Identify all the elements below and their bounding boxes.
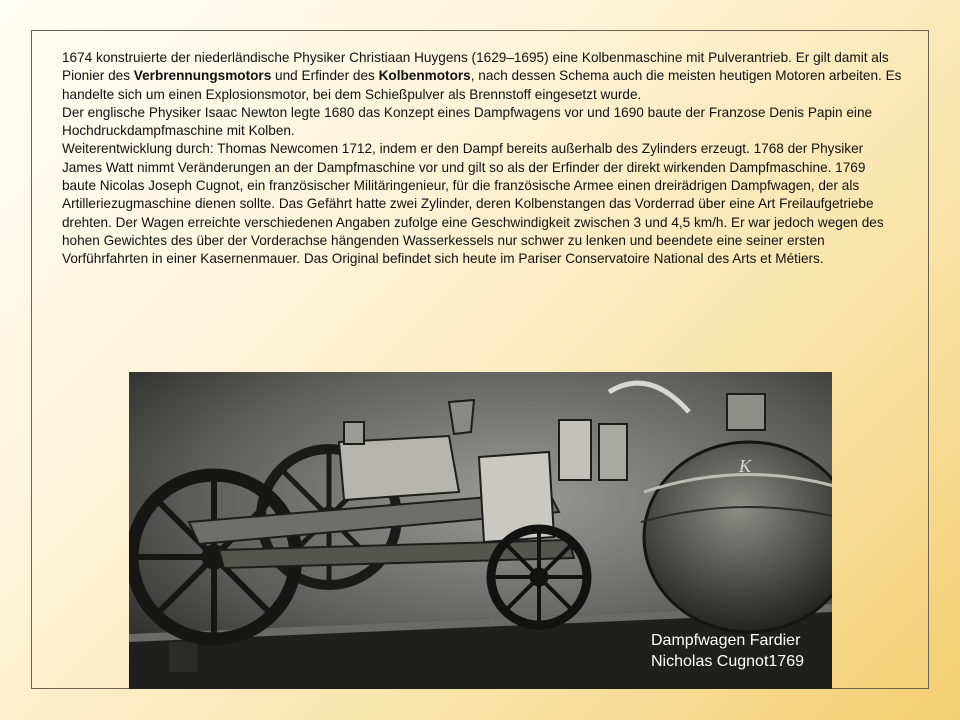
paragraph-newton: Der englische Physiker Isaac Newton legte 1680 das Konzept eines Dampfwagens vor und 1690 baute der Franzose Denis Papin eine Hochdruckdampfmaschine mit Kolben.	[62, 104, 873, 139]
caption-title: Dampfwagen Fardier	[651, 632, 801, 649]
huygens-text-3: , nach dessen Schema auch die meisten heutigen Motoren arbeiten. Es handelte sich um einen Explosionsmotor, bei dem Schießpulver als Brennstoff eingesetzt wurde.	[62, 68, 902, 102]
caption-inventor-year: Nicholas Cugnot1769	[651, 653, 804, 670]
boiler-mark: K	[739, 456, 752, 476]
term-verbrennungsmotor: Verbrennungsmotors	[133, 68, 272, 84]
huygens-text-2: und Erfinder des	[271, 68, 379, 84]
front-drive-wheel	[491, 529, 587, 625]
photo-caption	[651, 630, 821, 672]
huygens-text-1: 1674 konstruierte der niederländische Physiker Christiaan Huygens (1629–1695) eine Kolbenmaschine mit Pulverantrieb. Er gilt damit als Pionier des	[62, 50, 889, 84]
paragraph-huygens	[62, 49, 902, 104]
paragraph-weiterentwicklung: Weiterentwicklung durch: Thomas Newcomen 1712, indem er den Dampf bereits außerhalb des Zylinders erzeugt. 1768 der Physiker James Watt nimmt Veränderungen an der Dampfmaschine vor und gilt so als der Erfinder der direkt wirkenden Dampfmaschine. 1769 baute Nicolas Joseph Cugnot, ein französischer Militäringenieur, für die französische Armee einen dreirädrigen Dampfwagen, der als Artilleriezugmaschine dienen sollte. Das Gefährt hatte zwei Zylinder, deren Kolbenstangen das Vorderrad über eine Art Freilaufgetriebe drehten. Der Wagen erreichte verschiedenen Angaben zufolge eine Geschwindigkeit zwischen 3 und 4,5 km/h. Er war jedoch wegen des hohen Gewichtes des über der Vorderachse hängenden Wasserkessels nur schwer zu lenken und beendete eine seiner ersten Vorführfahrten in einer Kasernenmauer. Das Original befindet sich heute im Pariser Conservatoire National des Arts et Métiers.	[62, 141, 884, 267]
article-text	[62, 49, 902, 269]
term-kolbenmotor: Kolbenmotors	[378, 68, 471, 84]
cugnot-steam-wagon-photo	[129, 372, 832, 689]
